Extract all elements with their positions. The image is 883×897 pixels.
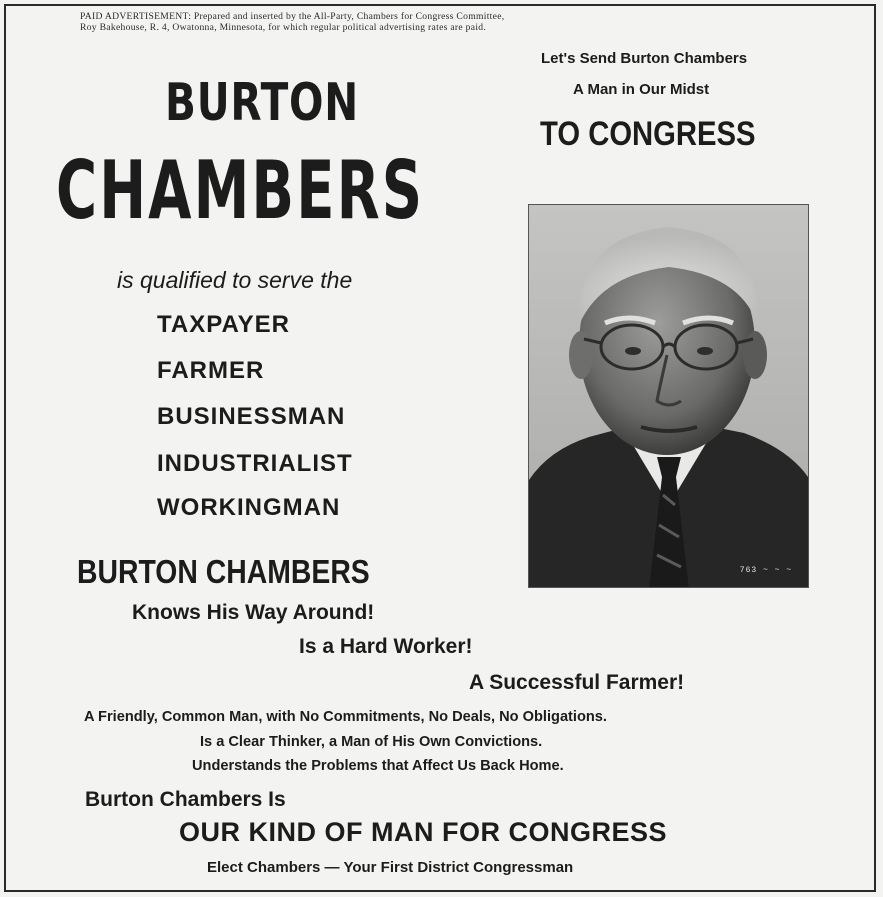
closing-lead: Burton Chambers Is	[85, 788, 286, 811]
trait-line-1: Knows His Way Around!	[132, 601, 375, 624]
send-line-2: A Man in Our Midst	[573, 81, 710, 98]
trait-line-3: A Successful Farmer!	[469, 671, 685, 694]
group-businessman: BUSINESSMAN	[157, 403, 346, 430]
group-industrialist: INDUSTRIALIST	[157, 450, 353, 477]
trait-line-2: Is a Hard Worker!	[299, 635, 473, 658]
quality-line-1: A Friendly, Common Man, with No Commitments, No Deals, No Obligations.	[84, 709, 607, 725]
headline-first-name: BURTON	[165, 73, 360, 133]
group-farmer: FARMER	[157, 357, 265, 384]
group-workingman: WORKINGMAN	[157, 494, 341, 521]
group-taxpayer: TAXPAYER	[157, 311, 290, 338]
quality-line-2: Is a Clear Thinker, a Man of His Own Convictions.	[200, 734, 543, 750]
send-line-3: TO CONGRESS	[540, 115, 756, 153]
paid-notice-line-1: PAID ADVERTISEMENT: Prepared and inserted by the All-Party, Chambers for Congress Committee,	[80, 11, 505, 22]
qualified-intro: is qualified to serve the	[117, 267, 353, 293]
portrait-illustration	[529, 205, 809, 588]
headline-last-name: CHAMBERS	[56, 144, 425, 237]
send-line-1: Let's Send Burton Chambers	[541, 50, 748, 67]
closing-slogan: OUR KIND OF MAN FOR CONGRESS	[179, 817, 668, 847]
traits-name: BURTON CHAMBERS	[77, 553, 370, 590]
paid-notice	[80, 11, 800, 33]
paid-notice-line-2: Roy Bakehouse, R. 4, Owatonna, Minnesota, for which regular political advertising rates are paid.	[80, 22, 487, 33]
candidate-photo	[528, 204, 809, 588]
closing-tagline: Elect Chambers — Your First District Congressman	[207, 859, 574, 876]
photo-credit: 763 ~ ~ ~	[739, 566, 792, 575]
quality-line-3: Understands the Problems that Affect Us Back Home.	[192, 758, 564, 774]
